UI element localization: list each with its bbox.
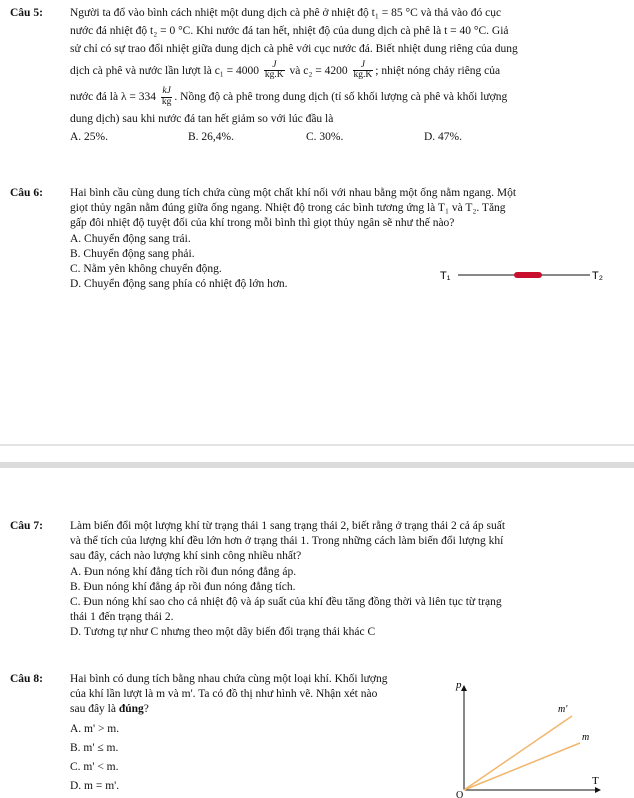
- q8-line-2: của khí lần lượt là m và m'. Ta có đồ thị như hình vẽ. Nhận xét nào: [70, 688, 378, 701]
- label-m-prime: m': [558, 704, 568, 715]
- top-cutoff: [0, 0, 634, 5]
- t-axis-label: T: [592, 775, 599, 787]
- q6-line-2: giọt thủy ngân nằm đúng giữa ống ngang. Nhiệt độ trong các bình tương ứng là T₁ và T₂. Tăng: [70, 202, 506, 215]
- q5-line-6: dung dịch) sau khi nước đá tan hết giảm so với lúc đầu là: [70, 113, 334, 126]
- option-c: C. Nằm yên không chuyển động.: [70, 262, 222, 275]
- option-a: A. 25%.: [70, 130, 109, 143]
- option-c: C. Đun nóng khí sao cho cả nhiệt độ và áp suất của khí đều tăng đồng thời và liên tục từ trạng: [70, 595, 502, 608]
- label-t1: T₁: [440, 270, 451, 282]
- tube-diagram: [440, 258, 610, 292]
- option-d: D. Chuyển động sang phía có nhiệt độ lớn hơn.: [70, 278, 288, 291]
- q7-line-3: sau đây, cách nào lượng khí sinh công nhiều nhất?: [70, 550, 302, 563]
- question-number: Câu 5:: [10, 7, 43, 19]
- option-d: D. 47%.: [424, 130, 463, 143]
- question-number: Câu 7:: [10, 520, 43, 532]
- origin-label: O: [456, 790, 464, 798]
- q7-line-1: Làm biến đổi một lượng khí từ trạng thái 1 sang trạng thái 2, biết rằng ở trạng thái 2 cả áp suất: [70, 520, 506, 532]
- q6-line-3: gấp đôi nhiệt độ tuyệt đối của khí trong mỗi bình thì giọt thủy ngân sẽ như thế nào?: [70, 217, 455, 230]
- question-number: Câu 6:: [10, 187, 43, 199]
- q5-line-2: nước đá nhiệt độ t₂ = 0 °C. Khi nước đá tan hết, nhiệt độ của dung dịch cà phê là t = 40 °C. Giả: [70, 25, 509, 38]
- option-b: B. Đun nóng khí đẳng áp rồi đun nóng đẳng tích.: [70, 580, 296, 593]
- pt-graph: [452, 676, 612, 798]
- option-d: D. m = m'.: [70, 780, 120, 793]
- question-7: [10, 519, 626, 640]
- q5-line-4: dịch cà phê và nước lần lượt là c₁ = 4000 $\frac{J}{kg.K}$ và c₂ = 4200 $\frac{J}{kg.K}$ ; nhiệt nóng chảy riêng của: [70, 59, 501, 81]
- option-a: A. Đun nóng khí đẳng tích rồi đun nóng đẳng áp.: [70, 565, 297, 578]
- option-b: B. Chuyển động sang phải.: [70, 247, 195, 260]
- unit-fraction: $\frac{kJ}{kg}$: [161, 86, 172, 108]
- question-number: Câu 8:: [10, 673, 43, 685]
- separator: [0, 444, 634, 446]
- q6-line-1: Hai bình cầu cùng dung tích chứa cùng một chất khí nối với nhau bằng một ống nằm ngang. Một: [70, 187, 517, 199]
- unit-fraction: $\frac{J}{kg.K}$: [264, 59, 284, 81]
- option-b: B. m' ≤ m.: [70, 741, 119, 754]
- q7-line-2: và thể tích của lượng khí đều lớn hơn ở trạng thái 1. Trong những cách làm biến đổi lượng khí: [70, 535, 504, 548]
- q5-line-3: sử chỉ có sự trao đổi nhiệt giữa dung dịch cà phê với cục nước đá. Biết nhiệt dung riêng của dung: [70, 43, 518, 56]
- q8-line-3: sau đây là đúng?: [70, 703, 149, 716]
- q5-options: [70, 130, 626, 145]
- q8-line-1: Hai bình có dung tích bằng nhau chứa cùng một loại khí. Khối lượng: [70, 673, 388, 685]
- q5-line-1: Người ta đổ vào bình cách nhiệt một dung dịch cà phê ở nhiệt độ t₁ = 85 °C và thả vào đó cục: [70, 7, 502, 19]
- p-axis-label: p: [456, 679, 462, 691]
- option-a: A. m' > m.: [70, 722, 120, 735]
- question-5: [10, 6, 626, 145]
- unit-fraction: $\frac{J}{kg.K}$: [353, 59, 373, 81]
- q5-line-5: nước đá là λ = 334 $\frac{kJ}{kg}$ . Nồng độ cà phê trong dung dịch (tỉ số khối lượng cà phê và khối lượng: [70, 86, 508, 108]
- option-c: C. m' < m.: [70, 760, 119, 773]
- option-c-continued: thái 1 đến trạng thái 2.: [70, 611, 174, 624]
- label-m: m: [582, 732, 590, 743]
- label-t2: T₂: [592, 270, 603, 282]
- option-b: B. 26,4%.: [188, 130, 234, 143]
- option-d: D. Tương tự như C nhưng theo một dãy biến đổi trạng thái khác C: [70, 626, 376, 639]
- option-a: A. Chuyển động sang trái.: [70, 232, 191, 245]
- option-c: C. 30%.: [306, 130, 344, 143]
- mercury-drop: [514, 272, 542, 278]
- separator: [0, 462, 634, 468]
